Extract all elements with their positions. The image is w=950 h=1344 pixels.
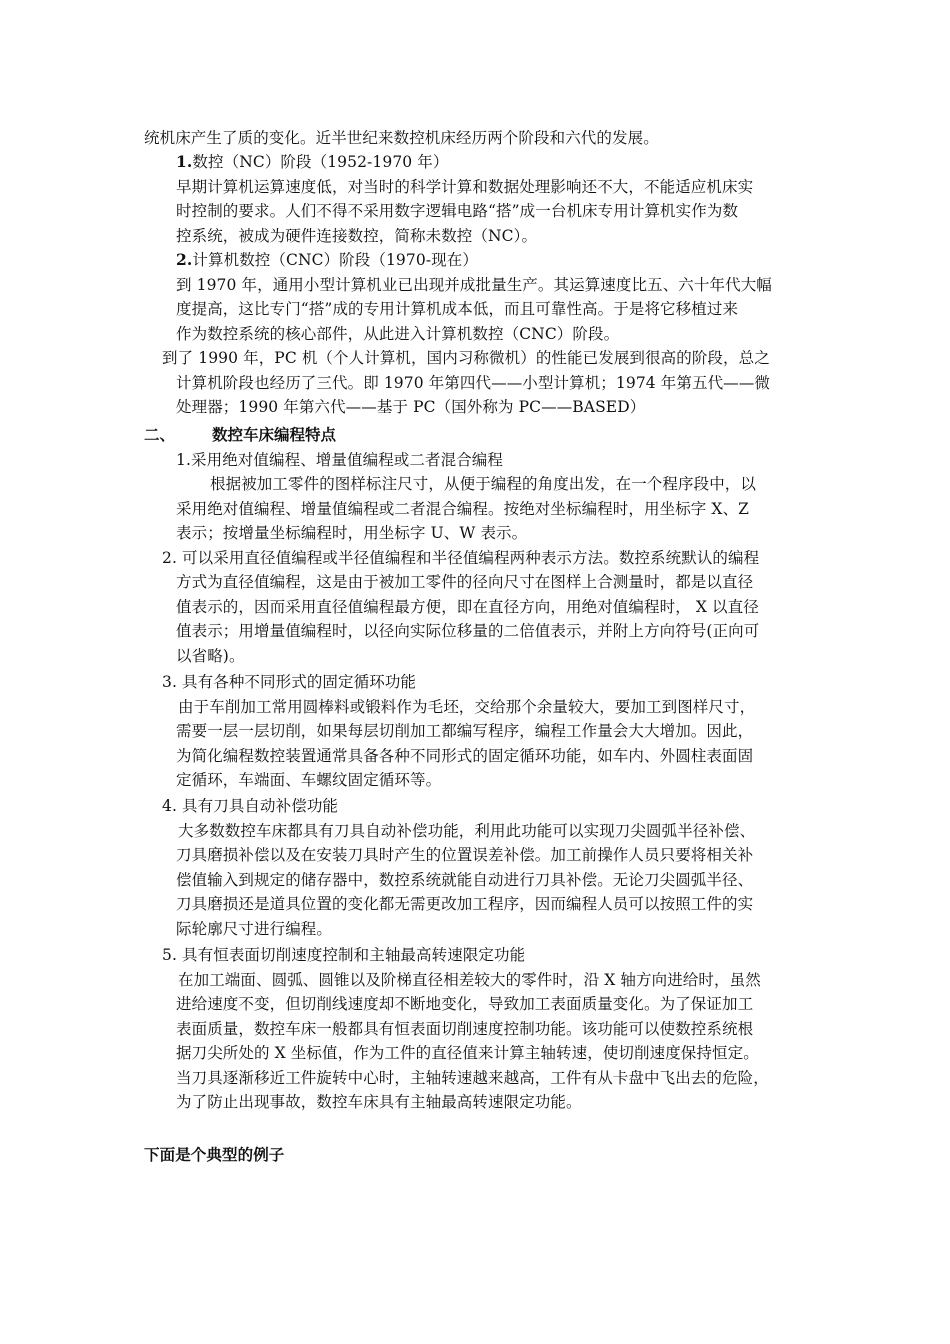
item4-line-1: 大多数数控车床都具有刀具自动补偿功能，利用此功能可以实现刀尖圆弧半径补偿、 — [178, 822, 756, 840]
item3-line-1: 由于车削加工常用圆棒料或锻料作为毛坯，交给那个余量较大，要加工到图样尺寸， — [178, 698, 756, 716]
pc-era-line-3: 处理器；1990 年第六代——基于 PC（国外称为 PC——BASED） — [176, 398, 646, 416]
stage2-heading — [176, 250, 478, 270]
stage2-line-2: 度提高，这比专门“搭”成的专用计算机成本低，而且可靠性高。于是将它移植过来 — [176, 300, 739, 318]
stage2-line-3: 作为数控系统的核心部件，从此进入计算机数控（CNC）阶段。 — [176, 325, 620, 343]
item2-line-4: 以省略)。 — [176, 647, 245, 665]
stage1-number: 1. — [176, 152, 193, 171]
section2-title: 数控车床编程特点 — [212, 425, 337, 444]
item3-line-2: 需要一层一层切削，如果每层切削加工都编写程序，编程工作量会大大增加。因此， — [176, 722, 754, 740]
item1-title: 1.采用绝对值编程、增量值编程或二者混合编程 — [176, 451, 503, 469]
item4-line-4: 刀具磨损还是道具位置的变化都无需更改加工程序，因而编程人员可以按照工件的实 — [176, 895, 754, 913]
item4-line-5: 际轮廓尺寸进行编程。 — [176, 920, 333, 938]
section2-label: 二、 — [144, 425, 176, 444]
stage2-line-1: 到 1970 年，通用小型计算机业已出现并成批量生产。其运算速度比五、六十年代大幅 — [176, 276, 772, 294]
item5-title: 5. 具有恒表面切削速度控制和主轴最高转速限定功能 — [162, 946, 526, 964]
intro-line: 统机床产生了质的变化。近半世纪来数控机床经历两个阶段和六代的发展。 — [144, 129, 659, 147]
item2-title: 2. 可以采用直径值编程或半径值编程和半径值编程两种表示方法。数控系统默认的编程 — [162, 549, 760, 567]
item4-line-2: 刀具磨损补偿以及在安装刀具时产生的位置误差补偿。加工前操作人员只要将相关补 — [176, 846, 754, 864]
item5-line-6: 为了防止出现事故，数控车床具有主轴最高转速限定功能。 — [176, 1093, 582, 1111]
item5-line-1: 在加工端面、圆弧、圆锥以及阶梯直径相差较大的零件时，沿 X 轴方向进给时，虽然 — [178, 971, 761, 989]
item3-line-4: 定循环，车端面、车螺纹固定循环等。 — [176, 771, 442, 789]
stage1-heading — [176, 152, 448, 172]
item2-line-2: 值表示的，因而采用直径值编程最方便，即在直径方向，用绝对值编程时， X 以直径 — [176, 598, 759, 616]
item5-line-2: 进给速度不变，但切削线速度却不断地变化，导致加工表面质量变化。为了保证加工 — [176, 995, 754, 1013]
item1-line-3: 表示；按增量坐标编程时，用坐标字 U、W 表示。 — [176, 524, 528, 542]
item4-title: 4. 具有刀具自动补偿功能 — [162, 797, 339, 815]
item1-line-2: 采用绝对值编程、增量值编程或二者混合编程。按绝对坐标编程时，用坐标字 X、Z — [176, 500, 750, 518]
item2-line-3: 值表示；用增量值编程时，以径向实际位移量的二倍值表示，并附上方向符号(正向可 — [176, 622, 760, 640]
item4-line-3: 偿值输入到规定的储存器中，数控系统就能自动进行刀具补偿。无论刀尖圆弧半径、 — [176, 871, 754, 889]
item5-line-3: 表面质量，数控车床一般都具有恒表面切削速度控制功能。该功能可以使数控系统根 — [176, 1020, 754, 1038]
stage1-line-1: 早期计算机运算速度低，对当时的科学计算和数据处理影响还不大，不能适应机床实 — [176, 178, 754, 196]
stage2-title: 计算机数控（CNC）阶段（1970-现在） — [192, 251, 478, 269]
item1-line-1: 根据被加工零件的图样标注尺寸，从便于编程的角度出发，在一个程序段中，以 — [210, 475, 757, 493]
item5-line-5: 当刀具逐渐移近工件旋转中心时，主轴转速越来越高，工件有从卡盘中飞出去的危险， — [176, 1069, 769, 1087]
item3-line-3: 为简化编程数控装置通常具备各种不同形式的固定循环功能，如车内、外圆柱表面固 — [176, 747, 754, 765]
item5-line-4: 据刀尖所处的 X 坐标值，作为工件的直径值来计算主轴转速，使切削速度保持恒定。 — [176, 1044, 759, 1062]
item2-line-1: 方式为直径值编程，这是由于被加工零件的径向尺寸在图样上合测量时，都是以直径 — [176, 573, 754, 591]
stage2-number: 2. — [176, 250, 193, 269]
stage1-line-3: 控系统，被成为硬件连接数控，简称未数控（NC）。 — [176, 227, 538, 245]
pc-era-line-2: 计算机阶段也经历了三代。即 1970 年第四代——小型计算机；1974 年第五代——微 — [176, 374, 770, 392]
stage1-line-2: 时控制的要求。人们不得不采用数字逻辑电路“搭”成一台机床专用计算机实作为数 — [176, 202, 739, 220]
stage1-title: 数控（NC）阶段（1952-1970 年） — [192, 153, 449, 171]
example-heading: 下面是个典型的例子 — [144, 1145, 285, 1164]
pc-era-line-1: 到了 1990 年，PC 机（个人计算机，国内习称微机）的性能已发展到很高的阶段，总之 — [162, 349, 770, 367]
item3-title: 3. 具有各种不同形式的固定循环功能 — [162, 673, 417, 691]
